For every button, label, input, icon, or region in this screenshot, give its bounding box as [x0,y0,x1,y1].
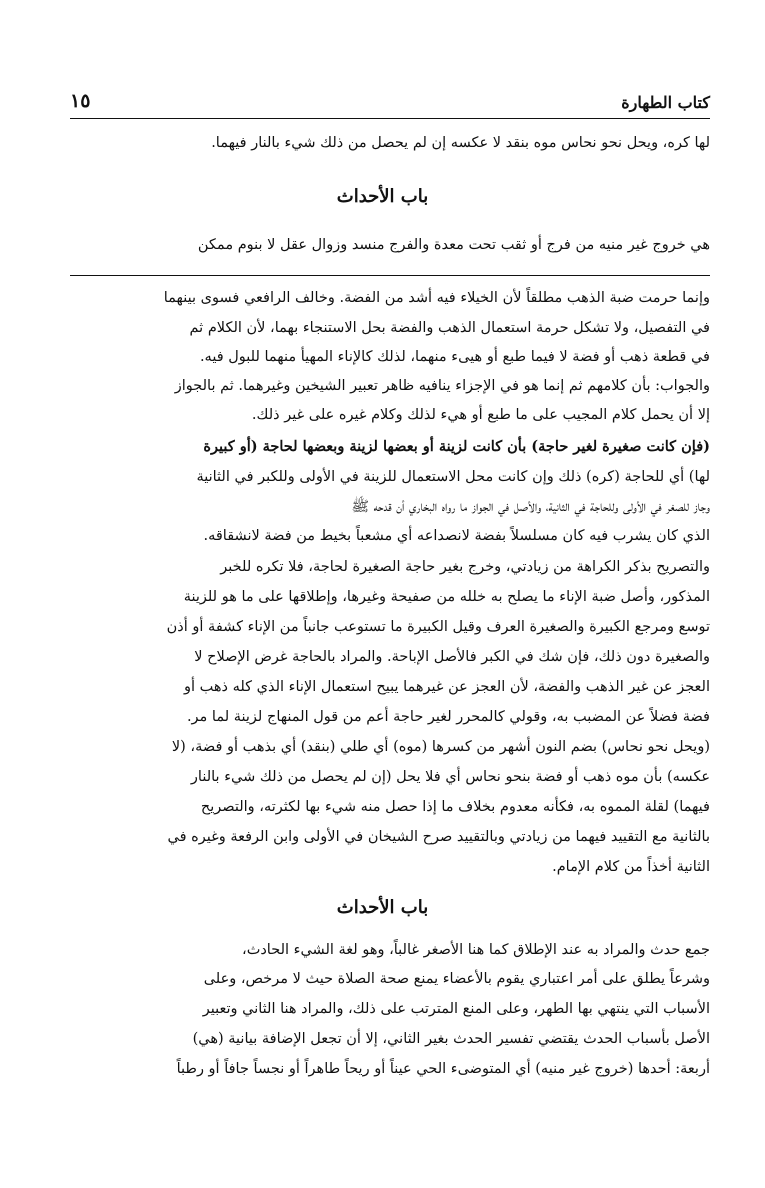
sharh-line: الأسباب التي ينتهي بها الطهر، وعلى المنع المترتب على ذلك، والمراد هنا الثاني وتعبير [202,1001,710,1017]
sharh-line: وجاز للصغر في الأولى وللحاجة في الثانية، والأصل في الجواز ما رواه البخاري أن قدحه ﷺ [351,499,710,515]
matn-sharh-divider [70,275,710,276]
matn-line: هي خروج غير منيه من فرج أو ثقب تحت معدة والفرج منسد وزوال عقل لا بنوم ممكن [197,237,710,253]
header-rule [70,118,710,119]
sharh-line: أربعة: أحدها (خروج غير منيه) أي المتوضىء الحي عيناً أو ريحاً طاهراً أو نجساً جافاً أو رطباً [176,1061,710,1077]
sharh-line: والجواب: بأن كلامهم ثم إنما هو في الإجزاء ينافيه ظاهر تعبير الشيخين وغيرهما. ثم بالجواز [174,378,710,394]
sharh-line: والتصريح بذكر الكراهة من زيادتي، وخرج بغير حاجة الصغيرة لحاجة، فلا تكره للخبر [220,559,710,575]
sharh-line: الثانية أخذاً من كلام الإمام. [552,859,710,875]
sharh-line: في قطعة ذهب أو فضة لا فيما طبع أو هيىء منهما، لذلك كالإناء المهيأ منهما للبول فيه. [199,349,710,365]
sharh-line: توسع ومرجع الكبيرة والصغيرة العرف وقيل الكبيرة ما تستوعب جانباً من الإناء كشفة أو أذن [166,619,710,635]
sharh-line: وشرعاً يطلق على أمر اعتباري يقوم بالأعضاء يمنع صحة الصلاة حيث لا مرخص، وعلى [203,971,710,987]
sharh-line: بالثانية مع التقييد فيهما من زيادتي وبالتقييد صرح الشيخان في الأولى وابن الرفعة وغيره في [167,829,710,845]
sharh-line: العجز عن غير الذهب والفضة، لأن العجز عن غيرهما يبيح استعمال الإناء الذي كله ذهب أو [183,679,710,695]
sharh-line: عكسه) بأن موه ذهب أو فضة بنحو نحاس أي فلا يحل (إن لم يحصل من ذلك شيء بالنار [190,769,710,785]
sharh-line: إلا أن يحمل كلام المجيب على ما طبع أو هيء لذلك وكلام غيره على غير ذلك. [251,407,710,423]
sharh-line: الذي كان يشرب فيه كان مسلسلاً بفضة لانصداعه أي مشعباً بخيط من فضة لانشقاقه. [203,528,710,544]
sharh-line: المذكور، وأصل ضبة الإناء ما يصلح به خلله من صفيحة وغيرها، وإطلاقها على ما هو للزينة [183,589,710,605]
running-header [70,82,710,112]
sharh-line: (ويحل نحو نحاس) بضم النون أشهر من كسرها (موه) أي طلي (بنقد) أي بذهب أو فضة، (لا [171,739,710,755]
sharh-line: في التفصيل، ولا تشكل حرمة استعمال الذهب والفضة بحل الاستنجاء بهما، لأن الكلام ثم [189,320,710,336]
section-heading-matn: باب الأحداث [336,186,429,207]
matn-line: لها كره، ويحل نحو نحاس موه بنقد لا عكسه إن لم يحصل من ذلك شيء بالنار فيهما. [211,135,710,151]
page-number: ١٥ [70,90,91,112]
section-heading-sharh: باب الأحداث [336,897,429,918]
sharh-line: فضة فضلاً عن المضبب به، وقولي كالمحرر لغير حاجة أعم من قول المنهاج لزينة لما مر. [186,709,710,725]
sharh-line: جمع حدث والمراد به عند الإطلاق كما هنا الأصغر غالباً، وهو لغة الشيء الحادث، [242,942,710,958]
sharh-line: الأصل بأسباب الحدث يقتضي تفسير الحدث بغير الثاني، إلا أن تجعل الإضافة بيانية (هي) [192,1031,710,1047]
sharh-line: وإنما حرمت ضبة الذهب مطلقاً لأن الخيلاء فيه أشد من الفضة. وخالف الرافعي فسوى بينهما [163,290,710,306]
sharh-line: (فإن كانت صغيرة لغير حاجة) بأن كانت لزينة أو بعضها لزينة وبعضها لحاجة (أو كبيرة [203,438,710,455]
sharh-line: فيهما) لقلة المموه به، فكأنه معدوم بخلاف ما إذا حصل منه شيء بها لكثرته، والتصريح [200,799,710,815]
sharh-line: والصغيرة دون ذلك، فإن شك في الكبر فالأصل الإباحة. والمراد بالحاجة غرض الإصلاح لا [194,649,710,665]
book-title: كتاب الطهارة [621,93,710,112]
sharh-line: لها) أي للحاجة (كره) ذلك وإن كانت محل الاستعمال للزينة في الأولى وللكبر في الثانية [196,469,710,485]
